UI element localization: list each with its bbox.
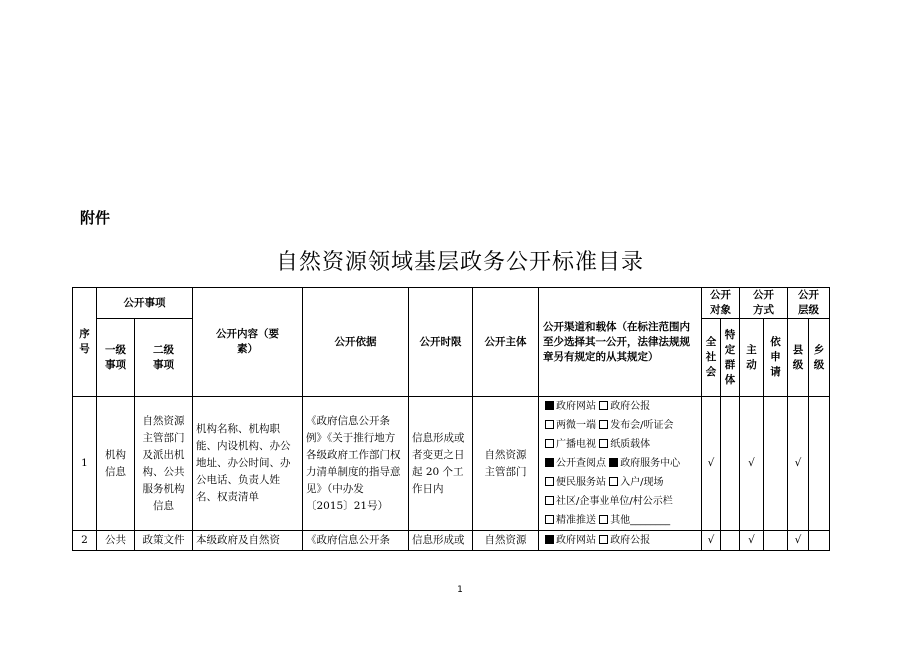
row1-time-limit: 信息形成或者变更之日起 20 个工作日内 [409, 397, 473, 531]
document-title: 自然资源领域基层政务公开标准目录 [275, 250, 644, 275]
row2-level-county: √ [788, 531, 809, 551]
row1-level-county: √ [788, 397, 809, 531]
header-target-specific: 特定群体 [721, 319, 740, 397]
channel-option-label: 社区/企事业单位/村公示栏 [556, 496, 673, 507]
channel-line [545, 492, 701, 511]
channel-line [545, 454, 701, 473]
row2-time-limit: 信息形成或 [409, 531, 473, 551]
row1-level-town [809, 397, 830, 531]
checked-box-icon [545, 458, 554, 467]
row2-seq: 2 [73, 531, 97, 551]
channel-option-label: 公开查阅点 [556, 458, 606, 469]
row2-basis: 《政府信息公开条 [303, 531, 409, 551]
row2-channels [539, 531, 702, 551]
header-level: 公开层级 [788, 288, 830, 319]
header-target: 公开对象 [702, 288, 740, 319]
row2-subject: 自然资源 [473, 531, 539, 551]
empty-box-icon [545, 420, 554, 429]
row2-level1: 公共 [97, 531, 135, 551]
channel-line [545, 511, 701, 530]
channel-option-label: 便民服务站 [556, 477, 606, 488]
row1-basis: 《政府信息公开条例》《关于推行地方各级政府工作部门权力清单制度的指导意见》（中办发〔2015〕21号） [303, 397, 409, 531]
checked-box-icon [545, 401, 554, 410]
header-level-town: 乡级 [809, 319, 830, 397]
header-time-limit: 公开时限 [409, 288, 473, 397]
row1-content: 机构名称、机构职能、内设机构、办公地址、办公时间、办公电话、负责人姓名、权责清单 [193, 397, 303, 531]
channel-option-label: 政府网站 [556, 535, 596, 546]
channel-option-label: 政府公报 [610, 401, 651, 412]
header-method-active: 主动 [740, 319, 764, 397]
table-row [73, 531, 830, 551]
channel-option-label: 政府服务中心 [620, 458, 681, 469]
header-seq: 序号 [73, 288, 97, 397]
channel-option-label: 政府网站 [556, 401, 596, 412]
row2-content: 本级政府及自然资 [193, 531, 303, 551]
catalog-table [72, 287, 830, 551]
row1-method-request [764, 397, 788, 531]
checked-box-icon [545, 535, 554, 544]
attachment-label: 附件 [80, 209, 111, 227]
empty-box-icon [599, 535, 608, 544]
header-channel: 公开渠道和载体（在标注范围内至少选择其一公开，法律法规规章另有规定的从其规定） [539, 288, 702, 397]
header-level1: 一级事项 [97, 319, 135, 397]
row2-level2: 政策文件 [135, 531, 193, 551]
row1-subject: 自然资源主管部门 [473, 397, 539, 531]
channel-option-label: 入户/现场 [620, 477, 664, 488]
checked-box-icon [609, 458, 618, 467]
channel-line [545, 531, 701, 550]
page-number: 1 [457, 585, 463, 595]
empty-box-icon [545, 496, 554, 505]
channel-option-label: 广播电视 [556, 439, 596, 450]
table-row [73, 397, 830, 531]
header-method: 公开方式 [740, 288, 788, 319]
row1-channels [539, 397, 702, 531]
channel-option-label: 两微一端 [556, 420, 596, 431]
channel-line [545, 473, 701, 492]
row2-target-all: √ [702, 531, 721, 551]
row1-level1: 机构信息 [97, 397, 135, 531]
empty-box-icon [599, 515, 608, 524]
row2-target-specific [721, 531, 740, 551]
empty-box-icon [545, 515, 554, 524]
empty-box-icon [599, 401, 608, 410]
channel-option-label: 纸质载体 [610, 439, 651, 450]
empty-box-icon [609, 477, 618, 486]
row2-method-request [764, 531, 788, 551]
row1-level2: 自然资源主管部门及派出机构、公共服务机构信息 [135, 397, 193, 531]
channel-option-label: 发布会/听证会 [610, 420, 674, 431]
empty-box-icon [599, 439, 608, 448]
row1-target-all: √ [702, 397, 721, 531]
header-method-request: 依申请 [764, 319, 788, 397]
channel-line [545, 416, 701, 435]
row1-target-specific [721, 397, 740, 531]
header-content: 公开内容（要素） [193, 288, 303, 397]
row2-method-active: √ [740, 531, 764, 551]
empty-box-icon [545, 477, 554, 486]
channel-line [545, 397, 701, 416]
row1-seq: 1 [73, 397, 97, 531]
channel-option-label: 精准推送 [556, 515, 596, 526]
header-target-all: 全社会 [702, 319, 721, 397]
row2-level-town [809, 531, 830, 551]
channel-option-label: 其他________ [610, 515, 671, 526]
header-level2: 二级事项 [135, 319, 193, 397]
header-items: 公开事项 [97, 288, 193, 319]
header-level-county: 县级 [788, 319, 809, 397]
empty-box-icon [599, 420, 608, 429]
channel-line [545, 435, 701, 454]
header-subject: 公开主体 [473, 288, 539, 397]
row1-method-active: √ [740, 397, 764, 531]
empty-box-icon [545, 439, 554, 448]
channel-option-label: 政府公报 [610, 535, 651, 546]
header-basis: 公开依据 [303, 288, 409, 397]
